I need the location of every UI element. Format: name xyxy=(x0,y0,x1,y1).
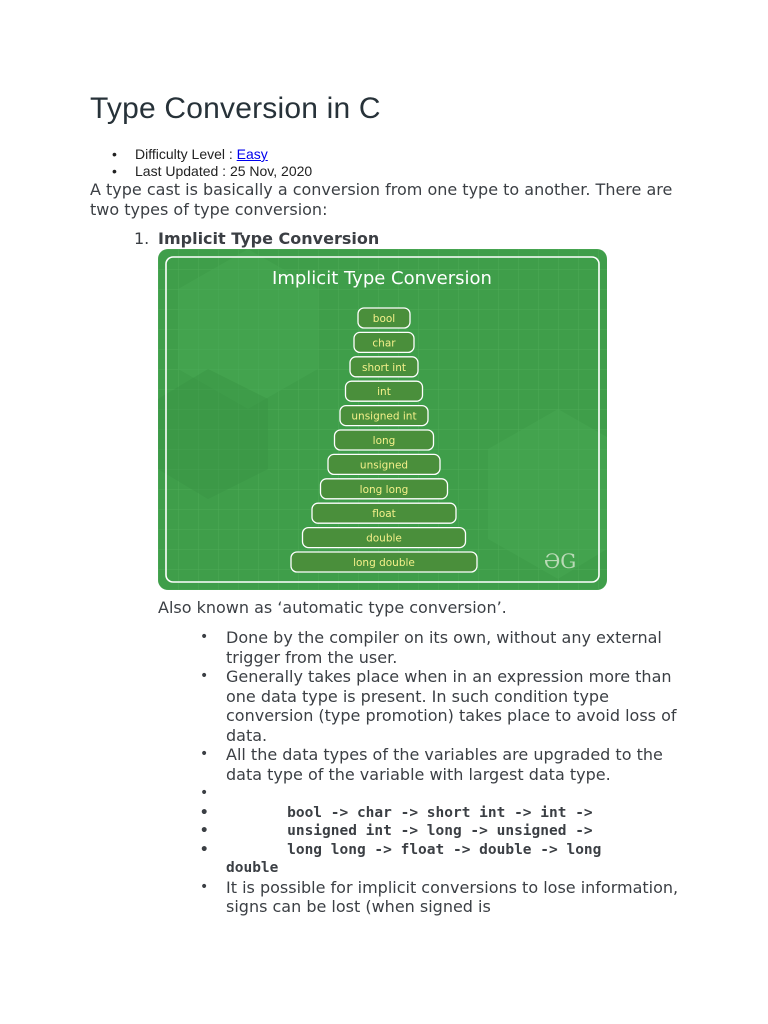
list-item: • All the data types of the variables are upgraded to the data type of the variable with largest data type. xyxy=(200,745,680,784)
type-label: char xyxy=(372,337,396,350)
type-label: long long xyxy=(359,483,409,496)
section-heading: Implicit Type Conversion xyxy=(158,229,380,248)
gfg-logo: ƏG xyxy=(543,549,577,573)
also-known-as: Also known as ‘automatic type conversion’. xyxy=(158,598,507,617)
code-line: • bool -> char -> short int -> int -> xyxy=(200,804,680,823)
type-label: double xyxy=(366,532,402,545)
difficulty-link[interactable]: Easy xyxy=(236,146,268,162)
last-updated: • Last Updated : 25 Nov, 2020 xyxy=(112,163,312,180)
list-item: • Done by the compiler on its own, without any external trigger from the user. xyxy=(200,628,680,667)
figure-title: Implicit Type Conversion xyxy=(272,268,492,289)
type-label: unsigned xyxy=(359,459,409,472)
type-label: long double xyxy=(353,557,415,569)
code-line: • unsigned int -> long -> unsigned -> xyxy=(200,822,680,841)
difficulty-label: Difficulty Level : xyxy=(135,146,237,162)
properties-list xyxy=(200,628,680,917)
list-item-empty xyxy=(200,784,680,804)
page-title: Type Conversion in C xyxy=(90,92,381,125)
list-number: 1. xyxy=(134,229,150,248)
list-item: • It is possible for implicit conversions to lose information, signs can be lost (when signed is xyxy=(200,878,680,917)
type-label: long xyxy=(372,435,396,447)
type-label: bool xyxy=(372,313,396,325)
type-label: float xyxy=(372,508,396,521)
intro-paragraph: A type cast is basically a conversion from one type to another. There are two types of type conversion: xyxy=(90,180,673,219)
type-label: short int xyxy=(361,361,407,374)
code-line: • long long -> float -> double -> long double xyxy=(200,841,680,878)
type-label: int xyxy=(377,386,391,399)
implicit-conversion-figure xyxy=(158,249,607,590)
difficulty-level xyxy=(112,146,312,163)
type-label: unsigned int xyxy=(351,410,417,423)
article-meta xyxy=(112,146,312,180)
list-item: • Generally takes place when in an expression more than one data type is present. In such condition type conversion (type promotion) takes place to avoid loss of data. xyxy=(200,667,680,745)
